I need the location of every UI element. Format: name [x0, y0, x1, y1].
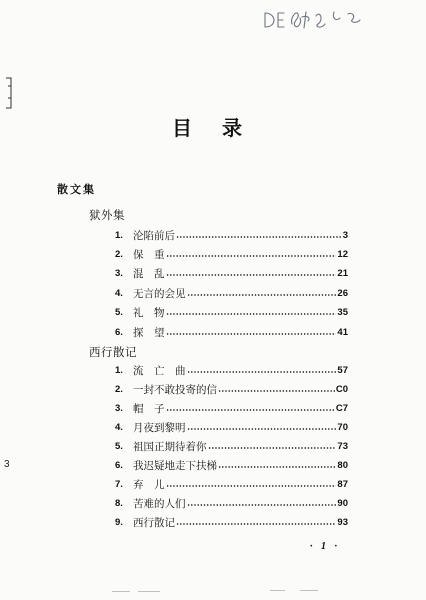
- entry-page-number: 57: [337, 364, 348, 376]
- dot-leader: [166, 307, 337, 319]
- entry-title: 弃 儿: [133, 479, 165, 492]
- entry-number: 9.: [115, 517, 123, 529]
- entry-number: 7.: [115, 479, 123, 491]
- entry-number: 6.: [115, 326, 123, 338]
- toc-entry: [115, 514, 348, 533]
- group-heading: 狱外集: [89, 208, 125, 222]
- entry-title: 混 乱: [133, 268, 165, 281]
- entry-title: 月夜到黎明: [133, 421, 186, 434]
- toc-entry: [115, 495, 348, 514]
- entry-page-number: 87: [337, 479, 348, 491]
- dot-leader: [166, 327, 337, 339]
- toc-list: [115, 226, 348, 342]
- collection-heading: 散文集: [57, 183, 96, 196]
- toc-entry: [115, 245, 348, 264]
- entry-number: 5.: [115, 440, 123, 452]
- entry-number: 1.: [115, 364, 123, 376]
- entry-page-number: 21: [337, 268, 348, 280]
- entry-number: 8.: [115, 498, 123, 510]
- dot-leader: [187, 288, 337, 300]
- dot-leader: [166, 249, 337, 261]
- toc-entry: [115, 418, 348, 437]
- toc-entry: [115, 284, 348, 303]
- toc-entry: [115, 437, 348, 456]
- entry-number: 4.: [115, 287, 123, 299]
- margin-bracket-mark: [3, 76, 15, 110]
- dot-leader: [208, 441, 337, 453]
- entry-title: 苦难的人们: [133, 498, 186, 511]
- entry-title: 无言的会见: [133, 287, 186, 300]
- entry-page-number: 41: [337, 326, 348, 338]
- page-title: 目 录: [172, 116, 247, 140]
- toc-entry: [115, 323, 348, 342]
- page-number-footer: · 1 ·: [310, 541, 340, 552]
- entry-number: 2.: [115, 249, 123, 261]
- entry-number: 3.: [115, 268, 123, 280]
- entry-title: 一封不敢投寄的信: [133, 383, 217, 396]
- dot-leader: [166, 403, 335, 415]
- toc-entry: [115, 361, 348, 380]
- entry-number: 4.: [115, 421, 123, 433]
- toc-entry: [115, 456, 348, 475]
- entry-page-number: 80: [337, 460, 348, 472]
- entry-page-number: C0: [335, 383, 348, 395]
- dot-leader: [166, 268, 337, 280]
- entry-number: 5.: [115, 307, 123, 319]
- entry-title: 祖国正期待着你: [133, 440, 207, 453]
- entry-page-number: 3: [342, 229, 348, 241]
- margin-mark: 3: [4, 459, 10, 470]
- entry-title: 探 望: [133, 326, 165, 339]
- dot-leader: [176, 517, 336, 529]
- entry-page-number: 26: [337, 287, 348, 299]
- bleed-through-mark: [112, 591, 130, 592]
- entry-page-number: 93: [337, 517, 348, 529]
- entry-title: 我迟疑地走下扶梯: [133, 460, 217, 473]
- toc-list: [115, 361, 348, 533]
- entry-title: 帽 子: [133, 402, 165, 415]
- dot-leader: [187, 365, 337, 377]
- entry-page-number: 35: [337, 307, 348, 319]
- entry-title: 礼 物: [133, 307, 165, 320]
- toc-entry: [115, 476, 348, 495]
- bleed-through-mark: [270, 590, 285, 591]
- entry-title: 保 重: [133, 249, 165, 262]
- dot-leader: [187, 422, 337, 434]
- handwritten-annotation: [262, 4, 366, 32]
- dot-leader: [218, 460, 336, 472]
- entry-title: 沦陷前后: [133, 229, 175, 242]
- bleed-through-mark: [300, 590, 318, 591]
- entry-page-number: C7: [335, 402, 348, 414]
- entry-page-number: 12: [337, 249, 348, 261]
- dot-leader: [176, 230, 342, 242]
- bleed-through-mark: [138, 591, 160, 592]
- entry-number: 6.: [115, 460, 123, 472]
- toc-entry: [115, 399, 348, 418]
- entry-title: 西行散记: [133, 517, 175, 530]
- entry-number: 3.: [115, 402, 123, 414]
- entry-page-number: 90: [337, 498, 348, 510]
- toc-entry: [115, 265, 348, 284]
- toc-entry: [115, 226, 348, 245]
- dot-leader: [187, 498, 337, 510]
- entry-page-number: 70: [337, 421, 348, 433]
- toc-entry: [115, 304, 348, 323]
- dot-leader: [218, 384, 335, 396]
- entry-title: 流 亡 曲: [133, 364, 186, 377]
- dot-leader: [166, 479, 337, 491]
- toc-entry: [115, 380, 348, 399]
- entry-number: 1.: [115, 229, 123, 241]
- entry-page-number: 73: [337, 440, 348, 452]
- entry-number: 2.: [115, 383, 123, 395]
- group-heading: 西行散记: [89, 345, 137, 359]
